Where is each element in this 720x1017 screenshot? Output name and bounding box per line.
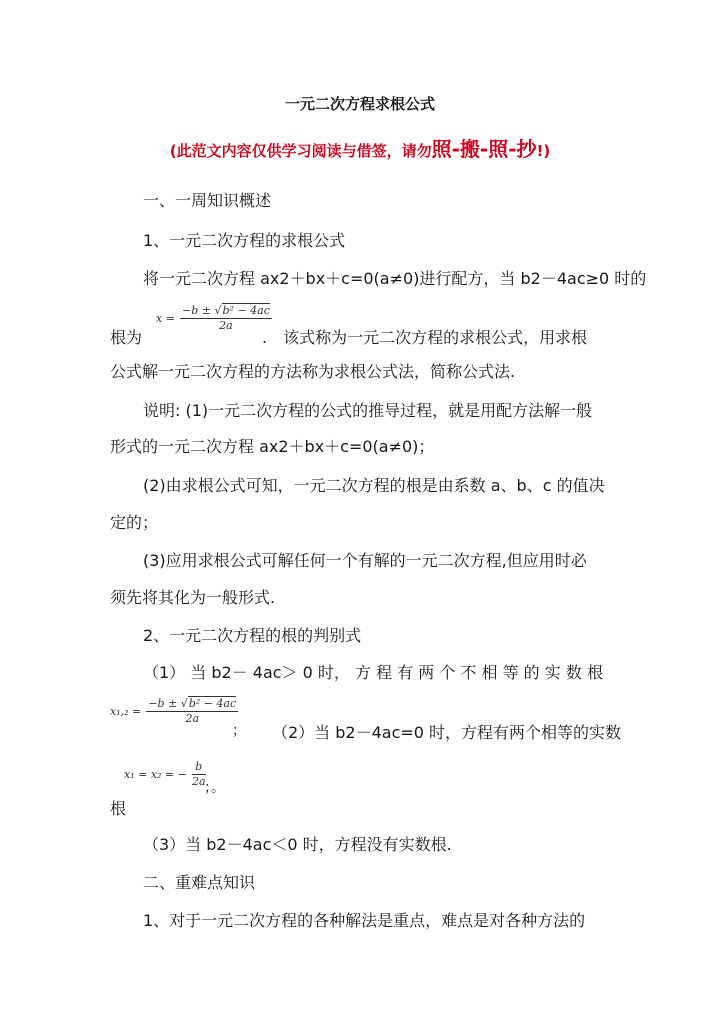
root-formula-numerator: −b ± √b² − 4ac <box>182 304 270 317</box>
notice-emphasis: 照-搬-照-抄 <box>431 137 537 161</box>
root-formula <box>156 304 272 333</box>
note-1-line-2: 形式的一元二次方程 ax2＋bx＋c=0(a≠0)； <box>110 437 435 456</box>
section-3-line-1: 1、对于一元二次方程的各种解法是重点，难点是对各种方法的 <box>143 911 586 930</box>
two-roots-denominator: 2a <box>185 712 200 725</box>
notice-suffix: !) <box>536 142 551 160</box>
note-3-line-2: 须先将其化为一般形式. <box>110 588 276 607</box>
two-roots-radicand: b² − 4ac <box>188 697 237 710</box>
two-roots-num-pre: −b ± <box>148 697 181 710</box>
equal-roots-lhs: x₁ = x₂ = − <box>124 768 187 781</box>
root-formula-fraction <box>180 304 272 333</box>
equal-roots-tail: ；。 <box>204 780 225 796</box>
case-2-tail: 根 <box>110 799 127 818</box>
root-prefix: 根为 <box>110 328 143 347</box>
two-roots-lhs: x₁,₂ = <box>110 705 142 718</box>
case-2: （2）当 b2－4ac=0 时，方程有两个相等的实数 <box>272 723 622 742</box>
equal-roots-denominator: 2a <box>191 775 206 788</box>
document-title: 一元二次方程求根公式 <box>284 95 435 113</box>
two-roots-fraction <box>146 697 238 726</box>
copy-notice <box>0 133 720 162</box>
paragraph-1-line-3: 公式解一元二次方程的方法称为求根公式法，简称公式法. <box>110 362 516 381</box>
note-2-line-2: 定的； <box>110 513 159 532</box>
two-roots-numerator: −b ± √b² − 4ac <box>148 697 237 710</box>
root-formula-radicand: b² − 4ac <box>222 304 270 317</box>
two-roots-formula <box>110 697 238 726</box>
formula-separator: ； <box>232 723 246 739</box>
section-1-heading: 一、一周知识概述 <box>143 191 272 210</box>
paragraph-1-line-1: 将一元二次方程 ax2＋bx＋c=0(a≠0)进行配方，当 b2－4ac≥0 时的 <box>143 269 647 288</box>
root-suffix: . 该式称为一元二次方程的求根公式，用求根 <box>262 328 588 347</box>
case-1: （1） 当 b2－ 4ac＞ 0 时， 方 程 有 两 个 不 相 等 的 实 数 根 <box>143 663 603 682</box>
section-1-subheading: 1、一元二次方程的求根公式 <box>143 231 346 250</box>
note-2-line-1: (2)由求根公式可知，一元二次方程的根是由系数 a、b、c 的值决 <box>143 476 605 495</box>
equal-roots-formula <box>124 760 206 789</box>
note-1-line-1: 说明: (1)一元二次方程的公式的推导过程，就是用配方法解一般 <box>143 401 593 420</box>
notice-prefix: (此范文内容仅供学习阅读与借签，请勿 <box>169 142 432 160</box>
section-2-subheading: 2、一元二次方程的根的判别式 <box>143 626 362 645</box>
section-3-heading: 二、重难点知识 <box>143 873 256 892</box>
root-formula-lhs: x = <box>156 312 175 325</box>
root-formula-denominator: 2a <box>219 319 233 332</box>
case-3: （3）当 b2－4ac＜0 时，方程没有实数根. <box>143 835 452 854</box>
equal-roots-numerator: b <box>192 760 206 775</box>
root-formula-num-pre: −b ± <box>182 304 215 317</box>
note-3-line-1: (3)应用求根公式可解任何一个有解的一元二次方程,但应用时必 <box>143 551 587 570</box>
